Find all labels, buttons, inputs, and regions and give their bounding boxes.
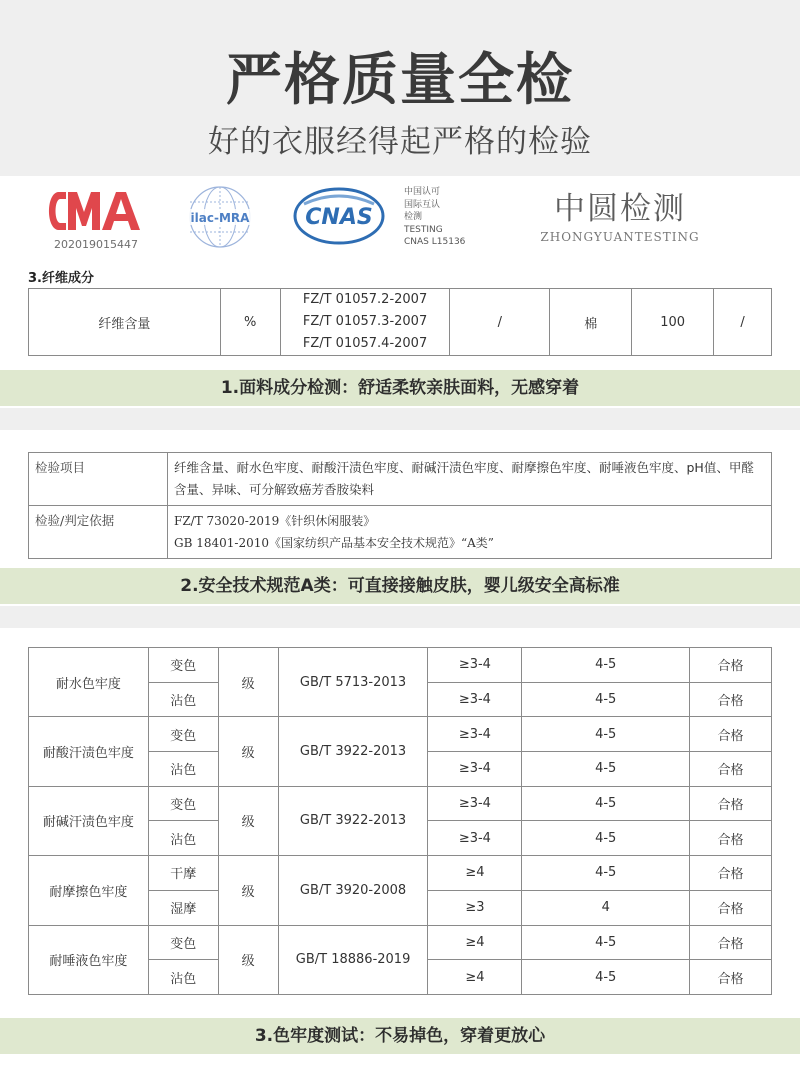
fastness-standard: GB/T 3922-2013 bbox=[278, 786, 428, 855]
table-row bbox=[29, 717, 772, 752]
fastness-result: 4-5 bbox=[522, 752, 690, 787]
certification-logos bbox=[0, 176, 800, 260]
cnas-line: 中国认可 bbox=[404, 187, 441, 197]
inspection-items-value: 纤维含量、耐水色牢度、耐酸汗渍色牢度、耐碱汗渍色牢度、耐摩擦色牢度、耐唾液色牢度、pH值、甲醛含量、异味、可分解致癌芳香胺染料 bbox=[168, 453, 772, 506]
fiber-material: 棉 bbox=[550, 289, 632, 356]
basis-line: GB 18401-2010《国家纺织产品基本安全技术规范》“A类” bbox=[174, 536, 494, 550]
fastness-judgement: 合格 bbox=[690, 960, 772, 995]
table-row bbox=[29, 786, 772, 821]
fastness-subitem: 沾色 bbox=[148, 821, 218, 856]
fastness-requirement: ≥4 bbox=[428, 925, 522, 960]
fastness-unit: 级 bbox=[218, 786, 278, 855]
fastness-requirement: ≥3-4 bbox=[428, 682, 522, 717]
cma-number: 202019015447 bbox=[54, 238, 138, 251]
cnas-logo bbox=[292, 186, 386, 246]
fastness-requirement: ≥3 bbox=[428, 890, 522, 925]
table-row bbox=[29, 648, 772, 683]
fastness-standard: GB/T 3920-2008 bbox=[278, 856, 428, 925]
cnas-emblem-icon bbox=[292, 186, 386, 246]
fastness-result: 4 bbox=[522, 890, 690, 925]
fastness-result: 4-5 bbox=[522, 717, 690, 752]
fastness-result: 4-5 bbox=[522, 648, 690, 683]
fastness-subitem: 干摩 bbox=[148, 856, 218, 891]
fiber-section-label: 3.纤维成分 bbox=[28, 271, 94, 286]
zhongyuan-en: ZHONGYUANTESTING bbox=[540, 230, 700, 244]
inspection-basis-value bbox=[168, 506, 772, 559]
fastness-table bbox=[28, 647, 772, 995]
cnas-line: 检测 bbox=[404, 212, 423, 222]
banner-colorfastness: 3.色牢度测试：不易掉色，穿着更放心 bbox=[0, 1018, 800, 1054]
inspection-items-label: 检验项目 bbox=[29, 453, 168, 506]
zhongyuan-cn: 中圆检测 bbox=[554, 191, 686, 227]
fastness-requirement: ≥3-4 bbox=[428, 752, 522, 787]
fastness-subitem: 湿摩 bbox=[148, 890, 218, 925]
fastness-item: 耐水色牢度 bbox=[29, 648, 149, 717]
fastness-result: 4-5 bbox=[522, 821, 690, 856]
cma-icon bbox=[44, 186, 148, 236]
fastness-judgement: 合格 bbox=[690, 786, 772, 821]
fastness-requirement: ≥4 bbox=[428, 856, 522, 891]
fastness-requirement: ≥3-4 bbox=[428, 717, 522, 752]
fastness-judgement: 合格 bbox=[690, 890, 772, 925]
fiber-requirement: / bbox=[450, 289, 550, 356]
table-row bbox=[29, 856, 772, 891]
header bbox=[0, 0, 800, 176]
fastness-unit: 级 bbox=[218, 856, 278, 925]
fiber-result: 100 bbox=[632, 289, 714, 356]
cma-logo bbox=[44, 186, 148, 251]
fastness-judgement: 合格 bbox=[690, 925, 772, 960]
inspection-basis-label: 检验/判定依据 bbox=[29, 506, 168, 559]
fastness-unit: 级 bbox=[218, 648, 278, 717]
inspection-table bbox=[28, 452, 772, 559]
fiber-unit: % bbox=[220, 289, 280, 356]
banner-fabric: 1.面料成分检测：舒适柔软亲肤面料，无感穿着 bbox=[0, 370, 800, 406]
zhongyuan-logo bbox=[540, 190, 700, 244]
cnas-line: TESTING bbox=[404, 224, 443, 235]
fiber-standard: FZ/T 01057.2-2007 bbox=[302, 292, 428, 307]
fiber-item: 纤维含量 bbox=[29, 289, 221, 356]
ilac-mra-logo bbox=[180, 182, 260, 252]
cnas-caption bbox=[404, 186, 465, 249]
fastness-result: 4-5 bbox=[522, 856, 690, 891]
fastness-standard: GB/T 3922-2013 bbox=[278, 717, 428, 786]
fastness-judgement: 合格 bbox=[690, 682, 772, 717]
fastness-item: 耐摩擦色牢度 bbox=[29, 856, 149, 925]
fastness-requirement: ≥3-4 bbox=[428, 821, 522, 856]
fiber-standards bbox=[280, 289, 450, 356]
basis-line: FZ/T 73020-2019《针织休闲服装》 bbox=[174, 514, 376, 528]
fastness-subitem: 变色 bbox=[148, 786, 218, 821]
fastness-subitem: 变色 bbox=[148, 717, 218, 752]
fastness-judgement: 合格 bbox=[690, 752, 772, 787]
fastness-judgement: 合格 bbox=[690, 717, 772, 752]
divider-band bbox=[0, 408, 800, 430]
table-row bbox=[29, 453, 772, 506]
fastness-judgement: 合格 bbox=[690, 856, 772, 891]
fiber-standard: FZ/T 01057.4-2007 bbox=[302, 336, 428, 351]
fastness-result: 4-5 bbox=[522, 786, 690, 821]
fiber-table bbox=[28, 288, 772, 356]
fastness-subitem: 变色 bbox=[148, 925, 218, 960]
ilac-globe-icon bbox=[180, 182, 260, 252]
fastness-unit: 级 bbox=[218, 925, 278, 994]
cnas-line: CNAS L15136 bbox=[404, 237, 466, 247]
ilac-logo-text: ilac-MRA bbox=[190, 211, 250, 225]
table-row bbox=[29, 289, 772, 356]
divider-band bbox=[0, 606, 800, 628]
fastness-judgement: 合格 bbox=[690, 648, 772, 683]
fastness-unit: 级 bbox=[218, 717, 278, 786]
table-row bbox=[29, 506, 772, 559]
fastness-result: 4-5 bbox=[522, 960, 690, 995]
fastness-requirement: ≥3-4 bbox=[428, 648, 522, 683]
fastness-requirement: ≥4 bbox=[428, 960, 522, 995]
fastness-subitem: 沾色 bbox=[148, 752, 218, 787]
fastness-item: 耐唾液色牢度 bbox=[29, 925, 149, 994]
fastness-standard: GB/T 5713-2013 bbox=[278, 648, 428, 717]
banner-safety: 2.安全技术规范A类：可直接接触皮肤，婴儿级安全高标准 bbox=[0, 568, 800, 604]
fastness-requirement: ≥3-4 bbox=[428, 786, 522, 821]
fastness-subitem: 沾色 bbox=[148, 682, 218, 717]
table-row bbox=[29, 925, 772, 960]
page-title: 严格质量全检 bbox=[226, 48, 574, 113]
fastness-result: 4-5 bbox=[522, 925, 690, 960]
fastness-subitem: 变色 bbox=[148, 648, 218, 683]
fastness-judgement: 合格 bbox=[690, 821, 772, 856]
cnas-line: 国际互认 bbox=[404, 199, 441, 210]
fiber-judgement: / bbox=[714, 289, 772, 356]
page-subtitle: 好的衣服经得起严格的检验 bbox=[208, 124, 592, 160]
fastness-item: 耐酸汗渍色牢度 bbox=[29, 717, 149, 786]
fiber-standard: FZ/T 01057.3-2007 bbox=[302, 314, 428, 329]
cnas-logo-text: CNAS bbox=[305, 205, 373, 230]
fastness-result: 4-5 bbox=[522, 682, 690, 717]
fastness-subitem: 沾色 bbox=[148, 960, 218, 995]
fastness-item: 耐碱汗渍色牢度 bbox=[29, 786, 149, 855]
fastness-standard: GB/T 18886-2019 bbox=[278, 925, 428, 994]
